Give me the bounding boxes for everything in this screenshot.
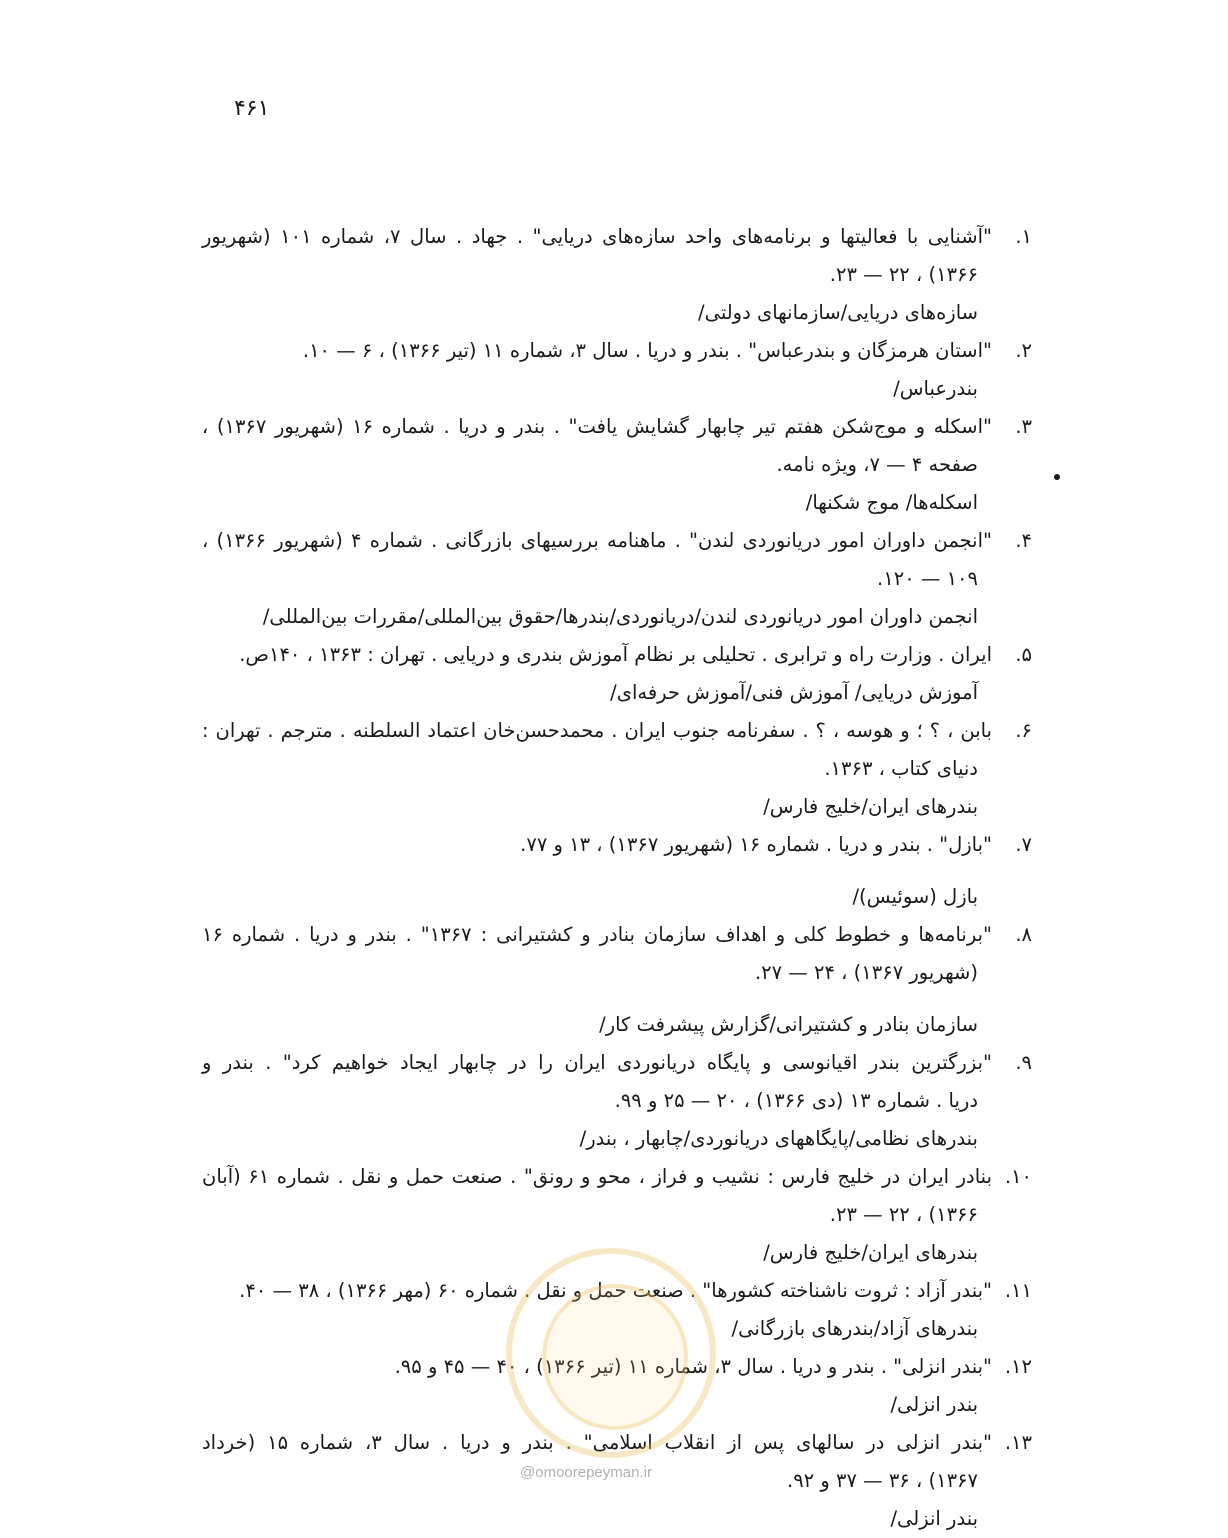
entry-subject-headings: بندرهای آزاد/بندرهای بازرگانی/ (731, 1317, 978, 1340)
entry-subject-headings: سازمان بنادر و کشتیرانی/گزارش پیشرفت کار/ (599, 1013, 978, 1036)
entry-citation-text: "آشنایی با فعالیتها و برنامه‌های واحد سازه‌های دریایی" . جهاد . سال ۷، شماره ۱۰۱ (شهریور (202, 225, 993, 248)
entry-subject-headings: بندرهای نظامی/پایگاههای دریانوردی/چابهار ، بندر/ (579, 1127, 978, 1150)
entry-number: ۳. (1015, 415, 1032, 438)
entry-citation-line (202, 1348, 1032, 1386)
entry-subject-headings: سازه‌های دریایی/سازمانهای دولتی/ (698, 301, 978, 324)
bibliography-list (202, 218, 1032, 1538)
entry-number: ۱۲. (1004, 1355, 1032, 1378)
entry-number: ۷. (1015, 833, 1032, 856)
entry-number: ۱۰. (1004, 1165, 1032, 1188)
bibliography-entry (202, 522, 1032, 636)
bibliography-entry (202, 1044, 1032, 1158)
entry-spacer (202, 864, 1032, 878)
entry-citation-continuation: ۱۳۶۷) ، ۳۶ — ۳۷ و ۹۲. (786, 1469, 978, 1492)
bibliography-entry (202, 218, 1032, 332)
entry-citation-continuation: صفحه ۴ — ۷، ویژه نامه. (776, 453, 978, 476)
watermark-text: @omoorepeyman.ir (520, 1464, 652, 1481)
bibliography-entry (202, 1348, 1032, 1424)
bibliography-entry (202, 408, 1032, 522)
entry-citation-continuation: دریا . شماره ۱۳ (دی ۱۳۶۶) ، ۲۰ — ۲۵ و ۹۹. (614, 1089, 978, 1112)
entry-citation-text: "انجمن داوران امور دریانوردی لندن" . ماهنامه بررسیهای بازرگانی . شماره ۴ (شهریور ۱۳۶۶) ، (202, 529, 992, 552)
entry-citation-text: بابن ، ؟ ؛ و هوسه ، ؟ . سفرنامه جنوب ایران . محمدحسن‌خان اعتماد السلطنه . مترجم . تهران : (202, 719, 992, 742)
entry-spacer (202, 992, 1032, 1006)
bibliography-entry (202, 1272, 1032, 1348)
entry-citation-text: ایران . وزارت راه و ترابری . تحلیلی بر نظام آموزش بندری و دریایی . تهران : ۱۳۶۳ ، ۱۴۰ص. (239, 643, 992, 666)
entry-subject-headings: اسکله‌ها/ موج شکنها/ (805, 491, 978, 514)
entry-citation-line (202, 1272, 1032, 1310)
entry-citation-line (202, 916, 1032, 954)
entry-citation-text: "استان هرمزگان و بندرعباس" . بندر و دریا . سال ۳، شماره ۱۱ (تیر ۱۳۶۶) ، ۶ — ۱۰. (302, 339, 992, 362)
entry-citation-continuation: دنیای کتاب ، ۱۳۶۳. (824, 757, 978, 780)
bibliography-entry (202, 826, 1032, 916)
entry-citation-line (202, 218, 1032, 256)
entry-number: ۴. (1015, 529, 1032, 552)
entry-citation-line (202, 1158, 1032, 1196)
entry-subject-headings: بندرهای ایران/خلیج فارس/ (763, 795, 978, 818)
entry-citation-text: "برنامه‌ها و خطوط کلی و اهداف سازمان بنادر و کشتیرانی : ۱۳۶۷" . بندر و دریا . شماره ۱۶ (202, 923, 992, 946)
entry-subject-headings: آموزش دریایی/ آموزش فنی/آموزش حرفه‌ای/ (610, 681, 978, 704)
entry-citation-line (202, 332, 1032, 370)
entry-citation-continuation: (شهریور ۱۳۶۷) ، ۲۴ — ۲۷. (754, 961, 978, 984)
bibliography-entry (202, 1158, 1032, 1272)
entry-subject-headings: بازل (سوئیس)/ (852, 885, 978, 908)
bibliography-entry (202, 916, 1032, 1044)
stray-dot (1054, 474, 1060, 480)
entry-citation-text: "بازل" . بندر و دریا . شماره ۱۶ (شهریور ۱۳۶۷) ، ۱۳ و ۷۷. (520, 833, 992, 856)
entry-citation-line (202, 636, 1032, 674)
entry-citation-text: بنادر ایران در خلیج فارس : نشیب و فراز ، محو و رونق" . صنعت حمل و نقل . شماره ۶۱ (آبان (202, 1165, 992, 1188)
entry-citation-line (202, 712, 1032, 750)
bibliography-entry (202, 332, 1032, 408)
entry-citation-text: "بندر انزلی در سالهای پس از انقلاب اسلامی" . بندر و دریا . سال ۳، شماره ۱۵ (خرداد (202, 1431, 992, 1454)
entry-subject-headings: بندر انزلی/ (890, 1507, 978, 1530)
bibliography-entry (202, 636, 1032, 712)
entry-citation-line (202, 826, 1032, 864)
entry-citation-continuation: ۱۳۶۶) ، ۲۲ — ۲۳. (829, 1203, 978, 1226)
entry-subject-headings: بندرهای ایران/خلیج فارس/ (763, 1241, 978, 1264)
entry-citation-continuation: ۱۳۶۶) ، ۲۲ — ۲۳. (829, 263, 978, 286)
entry-citation-line (202, 408, 1032, 446)
entry-citation-text: "بندر آزاد : ثروت ناشناخته کشورها" . صنعت حمل و نقل . شماره ۶۰ (مهر ۱۳۶۶) ، ۳۸ — ۴۰. (239, 1279, 992, 1302)
entry-subject-headings: انجمن داوران امور دریانوردی لندن/دریانوردی/بندرها/حقوق بین‌المللی/مقررات بین‌المللی/ (262, 605, 978, 628)
entry-citation-line (202, 1424, 1032, 1462)
entry-number: ۸. (1015, 923, 1032, 946)
entry-citation-line (202, 522, 1032, 560)
entry-number: ۶. (1015, 719, 1032, 742)
entry-number: ۱. (1015, 225, 1033, 248)
bibliography-entry (202, 712, 1032, 826)
entry-citation-line (202, 1044, 1032, 1082)
entry-citation-text: "بندر انزلی" . بندر و دریا . سال ۳، شماره ۱۱ (تیر ۱۳۶۶) ، ۴۰ — ۴۵ و ۹۵. (394, 1355, 992, 1378)
entry-subject-headings: بندر انزلی/ (890, 1393, 978, 1416)
entry-number: ۲. (1015, 339, 1032, 362)
entry-number: ۵. (1015, 643, 1032, 666)
entry-subject-headings: بندرعباس/ (893, 377, 978, 400)
page-number: ۴۶۱ (234, 96, 270, 121)
bibliography-entry (202, 1424, 1032, 1538)
entry-citation-text: "بزرگترین بندر اقیانوسی و پایگاه دریانوردی ایران را در چابهار ایجاد خواهیم کرد" . بندر و (202, 1051, 992, 1074)
entry-number: ۱۱. (1004, 1279, 1032, 1302)
entry-number: ۱۳. (1004, 1431, 1032, 1454)
entry-citation-continuation: ۱۰۹ — ۱۲۰. (877, 567, 978, 590)
entry-citation-text: "اسکله و موج‌شکن هفتم تیر چابهار گشایش یافت" . بندر و دریا . شماره ۱۶ (شهریور ۱۳۶۷) ، (202, 415, 992, 438)
entry-number: ۹. (1015, 1051, 1032, 1074)
